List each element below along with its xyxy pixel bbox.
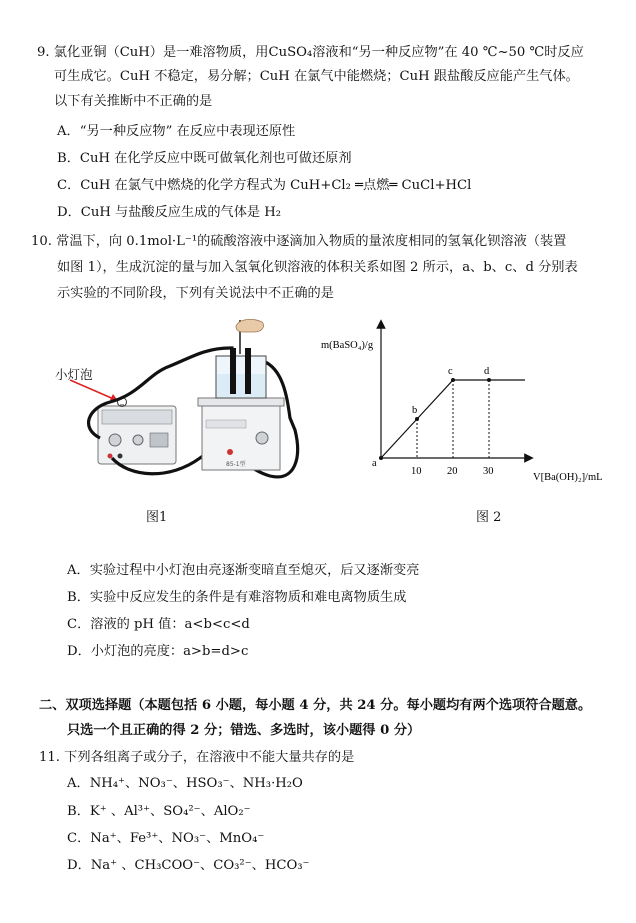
beaker-icon [216,348,266,398]
x-tick-label: 10 [411,466,422,477]
q9-option-c: C．CuH 在氯气中燃烧的化学方程式为 CuH+Cl₂ ═点燃═ CuCl+HCl [57,178,472,193]
point-d [487,378,491,382]
point-a [379,456,383,460]
q9-line-3: 以下有关推断中不正确的是 [54,94,213,109]
q10-line-3: 示实验的不同阶段，下列有关说法中不正确的是 [57,286,334,301]
section-2-note: 只选一个且正确的得 2 分；错选、多选时，该小题得 0 分） [67,723,421,738]
q10-option-b: B．实验中反应发生的条件是有难溶物质和难电离物质生成 [67,590,407,605]
q10-line-1: 10. 常温下，向 0.1mol·L⁻¹的硫酸溶液中逐滴加入物质的量浓度相同的氢氧化钡溶液（装置 [31,234,567,249]
q10-option-c: C．溶液的 pH 值：a<b<c<d [67,617,250,632]
figure-2-caption: 图 2 [476,510,502,525]
point-label-b: b [412,405,418,416]
power-supply-icon [98,406,176,464]
figure-2-chart [315,318,615,488]
point-b [415,417,419,421]
q11-stem: 11. 下列各组离子或分子，在溶液中不能大量共存的是 [39,750,355,765]
device-label: 85-1型 [226,461,246,468]
y-axis-label: m(BaSO₄)/g [321,340,374,351]
x-tick-label: 20 [447,466,458,477]
section-2-heading: 二、双项选择题（本题包括 6 小题，每小题 4 分，共 24 分。每小题均有两个选项符合题意。 [39,698,592,713]
q11-option-c: C．Na⁺、Fe³⁺、NO₃⁻、MnO₄⁻ [67,831,265,846]
q10-option-d: D．小灯泡的亮度：a>b=d>c [67,644,249,659]
q9-line-2: 可生成它。CuH 不稳定，易分解；CuH 在氯气中能燃烧；CuH 跟盐酸反应能产生气体。 [54,69,579,84]
q9-line-1: 9. 氯化亚铜（CuH）是一难溶物质，用CuSO₄溶液和“另一种反应物”在 40 ℃~50 ℃时反应 [37,45,584,60]
q11-option-d: D．Na⁺ 、CH₃COO⁻、CO₃²⁻、HCO₃⁻ [67,858,310,873]
q10-line-2: 如图 1），生成沉淀的量与加入氢氧化钡溶液的体积关系如图 2 所示，a、b、c、d 分别表 [57,260,578,275]
q10-option-a: A．实验过程中小灯泡由亮逐渐变暗直至熄灭，后又逐渐变亮 [67,563,420,578]
figure-1-caption: 图1 [146,510,168,525]
point-c [451,378,455,382]
series-line [381,380,525,458]
q11-option-b: B．K⁺ 、Al³⁺、SO₄²⁻、AlO₂⁻ [67,804,251,819]
magnetic-stirrer-icon [198,398,284,470]
x-tick-label: 30 [483,466,494,477]
point-label-c: c [448,366,453,377]
bulb-label: 小灯泡 [55,367,93,382]
q9-option-a: A．“另一种反应物” 在反应中表现还原性 [57,124,296,139]
x-axis-label: V[Ba(OH)₂]/mL [533,472,603,483]
q9-option-d: D．CuH 与盐酸反应生成的气体是 H₂ [57,205,282,220]
q11-option-a: A．NH₄⁺、NO₃⁻、HSO₃⁻、NH₃·H₂O [67,776,303,791]
figure-1-apparatus [40,318,310,486]
point-label-a: a [372,458,377,469]
q9-option-b: B．CuH 在化学反应中既可做氧化剂也可做还原剂 [57,151,352,166]
point-label-d: d [484,366,490,377]
